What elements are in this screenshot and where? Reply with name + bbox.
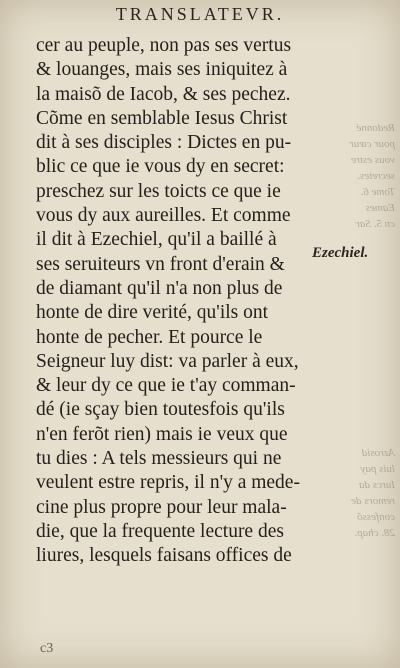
text-line: preschez sur les toicts ce que ie: [36, 180, 281, 202]
show-through-line: Tome 6.: [360, 186, 395, 198]
text-line: veulent estre repris, il n'y a mede-: [36, 472, 300, 494]
body-text: [36, 34, 311, 569]
show-through-text-upper: [335, 120, 395, 232]
show-through-line: remors de: [351, 495, 395, 507]
show-through-line: secretes.: [357, 170, 395, 182]
text-line: dit à ses disciples : Dictes en pu-: [36, 132, 292, 154]
text-line: liures, lesquels faisans offices de: [36, 545, 292, 567]
show-through-line: pour cœur: [349, 138, 395, 150]
text-line: n'en ferõt rien) mais ie veux que: [36, 423, 288, 445]
text-line: honte de dire verité, qu'ils ont: [36, 302, 269, 324]
show-through-line: luis pay: [360, 463, 395, 475]
signature-mark: c3: [40, 641, 54, 656]
text-line: Seigneur luy dist: va parler à eux,: [36, 350, 299, 372]
text-line: tu dies : A tels messieurs qui ne: [36, 448, 282, 470]
text-line: & leur dy ce que ie t'ay comman-: [36, 375, 296, 397]
show-through-line: vous estre: [351, 154, 395, 166]
text-line: ses seruiteurs vn front d'erain &: [36, 253, 285, 275]
show-through-line: confessõ: [357, 511, 395, 523]
text-line: la maisõ de Iacob, & ses pechez.: [36, 83, 291, 105]
show-through-line: Eames: [365, 202, 395, 214]
running-header: TRANSLATEVR.: [115, 4, 285, 24]
text-line: & louanges, mais ses iniquitez à: [36, 59, 288, 81]
text-line: cine plus propre pour leur mala-: [36, 496, 287, 518]
margin-note-ezechiel: Ezechiel.: [312, 245, 369, 261]
show-through-line: 28. chap.: [354, 527, 395, 539]
text-line: vous dy aux aureilles. Et comme: [36, 205, 291, 227]
text-line: Cõme en semblable Iesus Christ: [36, 107, 288, 129]
show-through-line: Azrosid: [361, 447, 395, 459]
show-through-line: Redonné: [356, 122, 395, 134]
text-line: cer au peuple, non pas ses vertus: [36, 35, 292, 56]
text-line: dé (ie sçay bien toutesfois qu'ils: [36, 399, 285, 421]
text-line: die, que la frequente lecture des: [36, 520, 284, 542]
text-line: blic ce que ie vous dy en secret:: [36, 156, 285, 178]
text-line: il dit à Ezechiel, qu'il a baillé à: [36, 229, 277, 251]
show-through-line: Iurcs da: [359, 479, 395, 491]
show-through-text-lower: [335, 445, 395, 541]
text-line: honte de pecher. Et pource le: [36, 326, 263, 348]
show-through-line: cn 5. Sar: [355, 218, 395, 230]
text-line: de diamant qu'il n'a non plus de: [36, 277, 283, 299]
